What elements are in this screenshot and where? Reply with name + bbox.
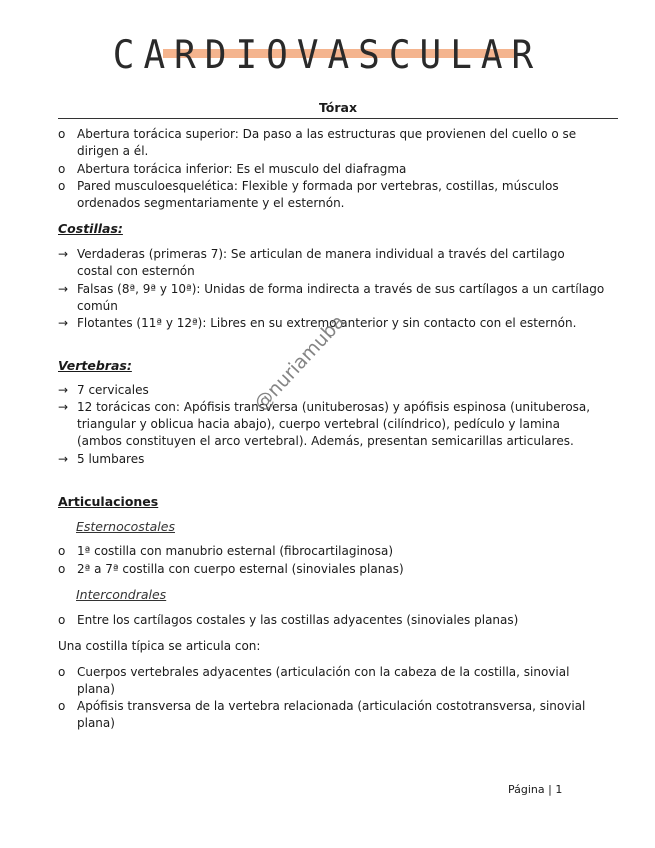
list-item — [58, 612, 618, 629]
title-banner — [0, 34, 655, 84]
section-rule — [58, 118, 618, 119]
list-text: Apófisis transversa de la vertebra relacionada (articulación costotransversa, sinovial — [77, 699, 586, 713]
list-text: Flotantes (11ª y 12ª): Libres en su extremo anterior y sin contacto con el esternón. — [77, 316, 577, 330]
arrow-icon: → — [58, 452, 69, 466]
list-text: Cuerpos vertebrales adyacentes (articulación con la cabeza de la costilla, sinovial — [77, 665, 570, 679]
list-item — [58, 451, 618, 468]
list-text: Falsas (8ª, 9ª y 10ª): Unidas de forma indirecta a través de sus cartílagos a un cartílago — [77, 282, 605, 296]
list-item — [58, 126, 618, 160]
list-item — [58, 382, 618, 399]
arrow-icon: → — [58, 282, 69, 296]
list-text: plana) — [77, 682, 115, 696]
bullet-marker: o — [58, 544, 66, 558]
list-text: plana) — [77, 716, 115, 730]
list-item — [58, 399, 618, 450]
bullet-marker: o — [58, 613, 66, 627]
list-text: común — [77, 299, 118, 313]
list-item — [58, 698, 618, 732]
list-text: 1ª costilla con manubrio esternal (fibrocartilaginosa) — [77, 544, 394, 558]
arrow-icon: → — [58, 383, 69, 397]
footer-label: Página — [508, 783, 545, 796]
bullet-marker: o — [58, 179, 66, 193]
list-text: Abertura torácica superior: Da paso a las estructuras que provienen del cuello o se — [77, 127, 577, 141]
footer-separator: | — [548, 783, 552, 796]
intercondrales-subheading: Intercondrales — [76, 587, 167, 602]
esternocostales-subheading: Esternocostales — [76, 519, 175, 534]
list-text: 7 cervicales — [77, 383, 149, 397]
list-text: 12 torácicas con: Apófisis transversa (unituberosas) y apófisis espinosa (unituberosa, — [77, 400, 591, 414]
list-text: triangular y oblicua hacia abajo), cuerpo vertebral (cilíndrico), pedículo y lamina — [77, 417, 560, 431]
page-number: 1 — [555, 783, 563, 796]
list-text: 2ª a 7ª costilla con cuerpo esternal (sinoviales planas) — [77, 562, 404, 576]
list-item — [58, 161, 618, 178]
costillas-heading: Costillas: — [58, 221, 123, 236]
list-text: dirigen a él. — [77, 144, 149, 158]
bullet-marker: o — [58, 562, 66, 576]
list-item — [58, 543, 618, 560]
intro-paragraph: Una costilla típica se articula con: — [58, 639, 261, 653]
section-heading: Tórax — [318, 100, 358, 115]
bullet-marker: o — [58, 699, 66, 713]
list-text: 5 lumbares — [77, 452, 145, 466]
list-text: Abertura torácica inferior: Es el musculo del diafragma — [77, 162, 407, 176]
arrow-icon: → — [58, 247, 69, 261]
page-footer — [508, 783, 562, 796]
list-text: Verdaderas (primeras 7): Se articulan de manera individual a través del cartilago — [77, 247, 565, 261]
list-item — [58, 561, 618, 578]
list-text: (ambos constituyen el arco vertebral). Además, presentan semicarillas articulares. — [77, 434, 574, 448]
page-title: CARDIOVASCULAR — [112, 32, 543, 78]
watermark: @nuriamuba — [250, 310, 350, 416]
list-item — [58, 178, 618, 212]
list-text: costal con esternón — [77, 264, 195, 278]
articulaciones-heading: Articulaciones — [58, 494, 159, 509]
bullet-marker: o — [58, 665, 66, 679]
list-text: ordenados segmentariamente y el esternón. — [77, 196, 345, 210]
list-item — [58, 664, 618, 698]
list-text: Pared musculoesquelética: Flexible y formada por vertebras, costillas, músculos — [77, 179, 559, 193]
bullet-marker: o — [58, 127, 66, 141]
vertebras-heading: Vertebras: — [58, 358, 132, 373]
arrow-icon: → — [58, 400, 69, 414]
list-item — [58, 246, 618, 280]
list-item — [58, 281, 618, 315]
list-text: Entre los cartílagos costales y las costillas adyacentes (sinoviales planas) — [77, 613, 519, 627]
arrow-icon: → — [58, 316, 69, 330]
bullet-marker: o — [58, 162, 66, 176]
